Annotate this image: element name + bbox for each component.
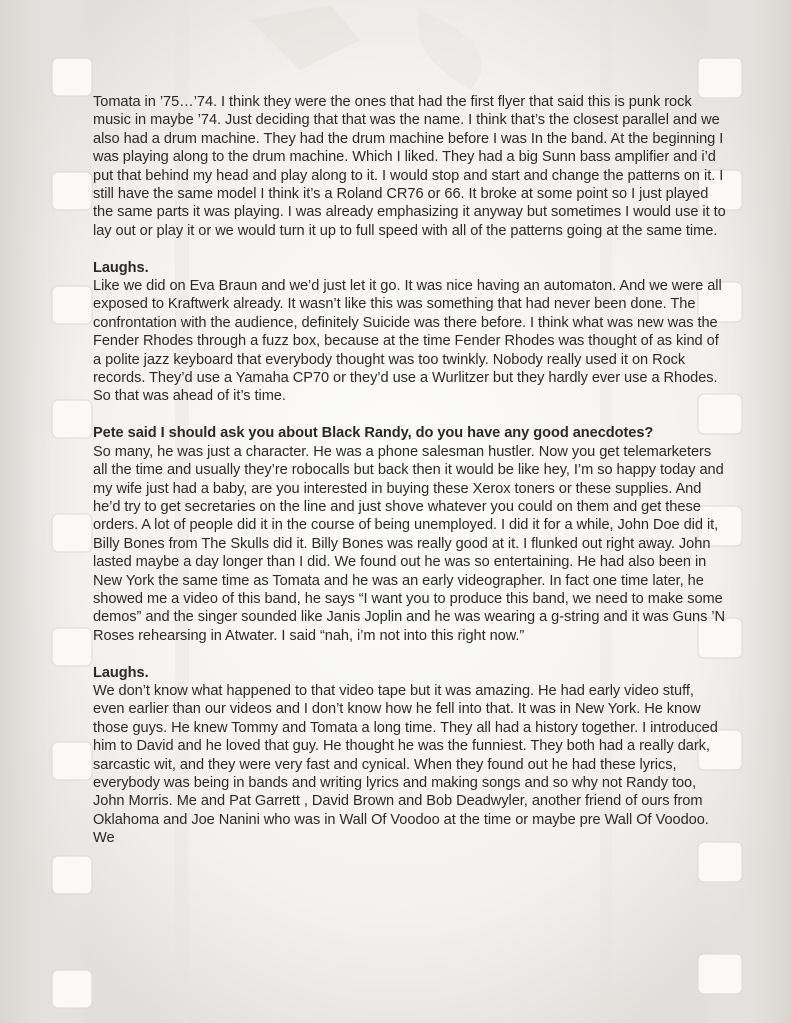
paragraph-2: Like we did on Eva Braun and we’d just let it go. It was nice having an automaton. And we were all exposed to Kraftwerk already. It wasn’t like this was something that had never been done. The confrontation with the audience, definitely Suicide was there before. I think what was new was the Fender Rhodes through a fuzz box, because at the time Fender Rhodes was thought of as kind of a polite jazz keyboard that everybody thought was too twinkly. Nobody really used it on Rock records. They’d use a Yamaha CP70 or they’d use a Wurlitzer but they hardly ever use a Rhodes. So that was ahead of it’s time.	[93, 278, 722, 405]
paragraph-4: We don’t know what happened to that video tape but it was amazing. He had early video stuff, even earlier than our videos and I don’t know how he fell into that. It was in New York. He know those guys. He knew Tommy and Tomata a long time. They all had a history together. I introduced him to David and he loved that guy. He thought he was the funniest. They both had a really dark, sarcastic wit, and they were very fast and cynical. When they found out he had these lyrics, everybody was being in bands and writing lyrics and making songs and so why not Randy too, John Morris. Me and Pat Garrett , David Brown and Bob Deadwyler, another friend of ours from Oklahoma and Joe Nanini who was in Wall Of Voodoo at the time or maybe pre Wall Of Voodoo. We	[93, 682, 718, 847]
paragraph-3: So many, he was just a character. He was a phone salesman hustler. Now you get telemarketers all the time and usually they’re robocalls but back then it would be like hey, I’m so happy today and my wife just had a baby, are you interested in buying these Xerox toners or these supplies. And he’d try to get secretaries on the line and just shove whatever you could on them and get these orders. A lot of people did it in the course of being unemployed. I did it for a while, John Doe did it, Billy Bones from The Skulls did it. Billy Bones was really good at it. I flunked out right away. John lasted maybe a day longer than I did. We found out he was so entertaining. He had also been in New York the same time as Tomata and he was an early videographer. In fact one time later, he showed me a video of this band, he says “I want you to produce this band, we need to make some demos” and the singer sounded like Janis Joplin and he was wearing a g-string and it was Guns ’N Roses rehearsing in Atwater. I said “nah, i’m not into this right now.”	[93, 443, 726, 644]
heading-laughs-1: Laughs.	[93, 259, 149, 276]
heading-laughs-2: Laughs.	[93, 664, 149, 681]
paragraph-1: Tomata in ’75…’74. I think they were the ones that had the first flyer that said this is punk rock music in maybe ’74. Just deciding that that was the name. I think that’s the closest parallel and we also had a drum machine. They had the drum machine before I was In the band. At the beginning I was playing along to the drum machine. Which I liked. They had a big Sunn bass amplifier and i’d put that behind my head and play along to it. I would stop and start and change the patterns on it. I still have the same model I think it’s a Roland CR76 or 66. It broke at some point so I just played the same parts it was playing. I was already emphasizing it anyway but sometimes I would use it to lay out or play it or we would turn it up to full speed with all of the patterns going at the same time.	[93, 94, 726, 239]
question-black-randy: Pete said I should ask you about Black Randy, do you have any good anecdotes?	[93, 425, 654, 442]
interview-text	[93, 93, 729, 848]
